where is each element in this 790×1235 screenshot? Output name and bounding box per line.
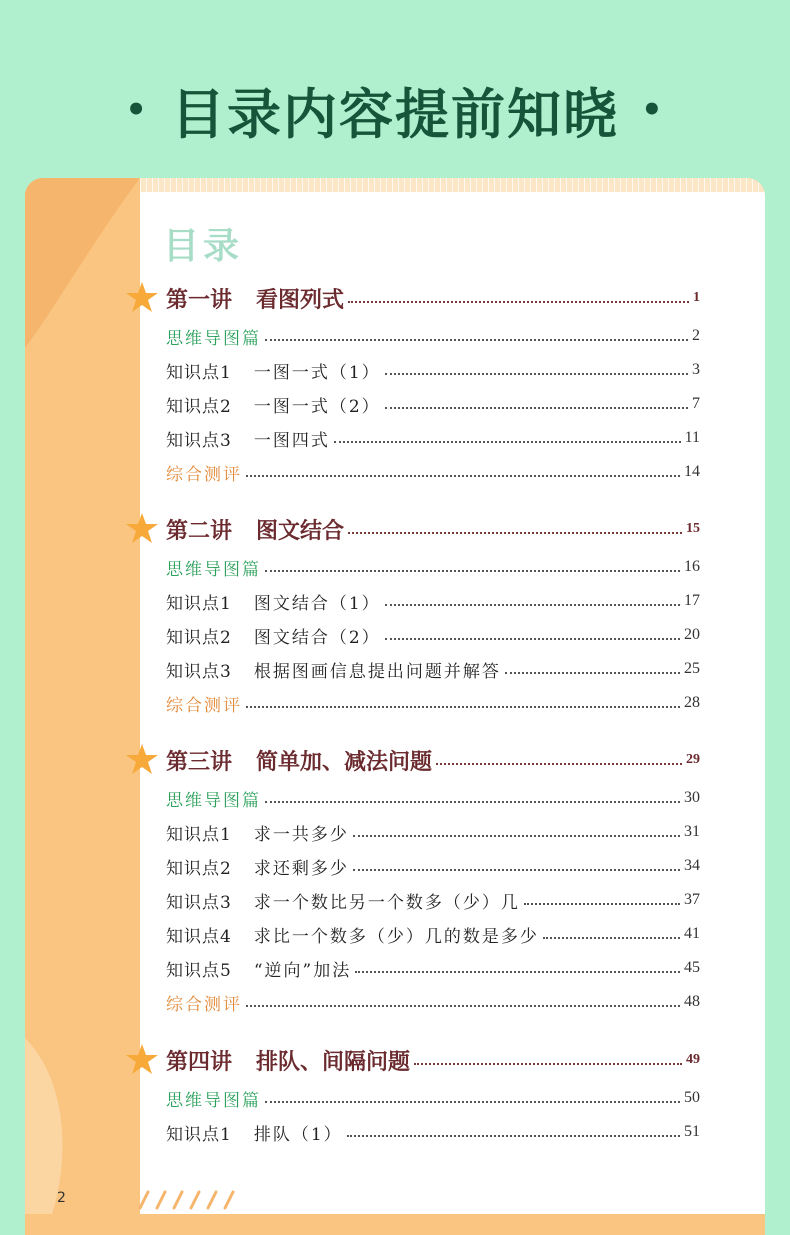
- chapter-title: [166, 1045, 410, 1076]
- chapter-row[interactable]: [166, 512, 700, 546]
- item-page: 30: [684, 789, 700, 806]
- knowledge-point-row[interactable]: [166, 851, 700, 881]
- item-name: 思维导图篇: [166, 328, 261, 349]
- page-bottom-band: [25, 1214, 765, 1235]
- item-page: 31: [684, 823, 700, 840]
- item-page: 37: [684, 891, 700, 908]
- page-number: 2: [57, 1190, 66, 1206]
- dot-leader: [385, 373, 688, 375]
- item-page: 51: [684, 1123, 700, 1140]
- knowledge-point-label: 知识点4: [166, 926, 232, 947]
- knowledge-point-label: 知识点2: [166, 627, 232, 648]
- item-name: 综合测评: [166, 464, 242, 485]
- dot-leader: [505, 672, 680, 674]
- chapter-row[interactable]: [166, 743, 700, 777]
- item-title: [166, 820, 349, 845]
- chapter-title: [166, 745, 432, 776]
- chapter-title: [166, 283, 344, 314]
- chapter-name: 图文结合: [256, 518, 345, 544]
- dot-leader: [265, 339, 688, 341]
- knowledge-point-row[interactable]: [166, 620, 700, 650]
- item-page: 16: [684, 558, 700, 575]
- knowledge-point-label: 知识点2: [166, 396, 232, 417]
- item-page: 14: [684, 463, 700, 480]
- item-name: 求一共多少: [253, 824, 349, 845]
- chapter-page: 29: [686, 752, 700, 767]
- knowledge-point-row[interactable]: [166, 919, 700, 949]
- item-title: [166, 922, 539, 947]
- item-name: “逆向”加法: [253, 960, 352, 981]
- star-icon: [125, 1043, 159, 1077]
- knowledge-point-row[interactable]: [166, 355, 700, 385]
- knowledge-point-row[interactable]: [166, 423, 700, 453]
- star-icon: [125, 281, 159, 315]
- footer-slashes-icon: [140, 1192, 233, 1208]
- knowledge-point-label: 知识点2: [166, 858, 232, 879]
- knowledge-point-row[interactable]: [166, 885, 700, 915]
- chapter-name: 排队、间隔问题: [256, 1049, 411, 1075]
- item-title: [166, 392, 381, 417]
- dot-leader: [246, 1005, 680, 1007]
- dot-leader: [334, 441, 681, 443]
- dot-leader: [353, 869, 680, 871]
- comprehensive-test-row[interactable]: [166, 688, 700, 718]
- item-page: 28: [684, 694, 700, 711]
- comprehensive-test-row[interactable]: [166, 457, 700, 487]
- dot-leader: [543, 937, 680, 939]
- item-name: 图文结合（1）: [253, 593, 381, 614]
- item-name: 综合测评: [166, 994, 242, 1015]
- item-page: 48: [684, 993, 700, 1010]
- item-name: 一图一式（2）: [253, 396, 381, 417]
- knowledge-point-row[interactable]: [166, 586, 700, 616]
- dot-leader: [265, 801, 680, 803]
- item-name: 求比一个数多（少）几的数是多少: [253, 926, 539, 947]
- knowledge-point-label: 知识点3: [166, 892, 232, 913]
- knowledge-point-label: 知识点1: [166, 362, 232, 383]
- toc-heading: 目录: [163, 226, 244, 267]
- item-title: [166, 657, 501, 682]
- item-page: 7: [692, 395, 700, 412]
- knowledge-point-row[interactable]: [166, 1117, 700, 1147]
- dot-leader: [436, 763, 682, 765]
- chapter-name: 简单加、减法问题: [256, 749, 433, 775]
- item-name: 思维导图篇: [166, 559, 261, 580]
- item-title: [166, 1120, 343, 1145]
- item-title: [166, 358, 381, 383]
- dot-leader: [414, 1063, 682, 1065]
- chapter-label: 第三讲: [166, 749, 233, 775]
- knowledge-point-label: 知识点3: [166, 661, 232, 682]
- star-icon: [125, 512, 159, 546]
- dot-leader: [348, 301, 689, 303]
- star-icon: [125, 743, 159, 777]
- mind-map-row[interactable]: [166, 552, 700, 582]
- item-name: 思维导图篇: [166, 790, 261, 811]
- dot-leader: [246, 475, 680, 477]
- chapter-row[interactable]: [166, 1043, 700, 1077]
- knowledge-point-label: 知识点1: [166, 1124, 232, 1145]
- item-page: 2: [692, 327, 700, 344]
- page-top-grid: [140, 178, 765, 192]
- knowledge-point-label: 知识点1: [166, 824, 232, 845]
- item-name: 一图四式: [253, 430, 330, 451]
- banner-title: [0, 60, 790, 160]
- dot-leader: [265, 570, 680, 572]
- dot-leader: [246, 706, 680, 708]
- item-title: [166, 426, 330, 451]
- chapter-page: 15: [686, 521, 700, 536]
- item-name: 求还剩多少: [253, 858, 349, 879]
- chapter-label: 第二讲: [166, 518, 233, 544]
- chapter-row[interactable]: [166, 281, 700, 315]
- item-name: 根据图画信息提出问题并解答: [253, 661, 501, 682]
- item-page: 11: [684, 429, 700, 446]
- knowledge-point-row[interactable]: [166, 654, 700, 684]
- comprehensive-test-row[interactable]: [166, 987, 700, 1017]
- item-name: 排队（1）: [253, 1124, 343, 1145]
- dot-leader: [524, 903, 680, 905]
- knowledge-point-label: 知识点3: [166, 430, 232, 451]
- chapter-name: 看图列式: [256, 287, 345, 313]
- item-name: 求一个数比另一个数多（少）几: [253, 892, 520, 913]
- chapter-title: [166, 514, 344, 545]
- chapter-label: 第四讲: [166, 1049, 233, 1075]
- item-title: [166, 956, 351, 981]
- item-page: 3: [692, 361, 700, 378]
- knowledge-point-row[interactable]: [166, 953, 700, 983]
- item-page: 41: [684, 925, 700, 942]
- item-page: 34: [684, 857, 700, 874]
- mind-map-row[interactable]: [166, 321, 700, 351]
- item-page: 20: [684, 626, 700, 643]
- item-title: [166, 888, 520, 913]
- knowledge-point-label: 知识点1: [166, 593, 232, 614]
- knowledge-point-label: 知识点5: [166, 960, 232, 981]
- dot-leader: [348, 532, 682, 534]
- footer-circle-icon: [101, 1188, 125, 1212]
- item-name: 图文结合（2）: [253, 627, 381, 648]
- banner-text: 目录内容提前知晓: [171, 82, 619, 146]
- item-page: 17: [684, 592, 700, 609]
- chapter-page: 1: [693, 290, 700, 305]
- bullet-dot-icon: •: [125, 90, 149, 130]
- item-title: [166, 854, 349, 879]
- knowledge-point-row[interactable]: [166, 389, 700, 419]
- item-title: [166, 623, 381, 648]
- dot-leader: [355, 971, 680, 973]
- knowledge-point-row[interactable]: [166, 817, 700, 847]
- dot-leader: [347, 1135, 680, 1137]
- dot-leader: [385, 407, 688, 409]
- chapter-page: 49: [686, 1052, 700, 1067]
- mind-map-row[interactable]: [166, 783, 700, 813]
- item-name: 综合测评: [166, 695, 242, 716]
- item-title: [166, 589, 381, 614]
- item-name: 一图一式（1）: [253, 362, 381, 383]
- bullet-dot-icon: •: [641, 90, 665, 130]
- dot-leader: [385, 604, 680, 606]
- dot-leader: [385, 638, 680, 640]
- item-name: 思维导图篇: [166, 1090, 261, 1111]
- footer-decoration: [100, 1186, 250, 1214]
- dot-leader: [353, 835, 680, 837]
- mind-map-row[interactable]: [166, 1083, 700, 1113]
- dot-leader: [265, 1101, 680, 1103]
- chapter-label: 第一讲: [166, 287, 233, 313]
- item-page: 25: [684, 660, 700, 677]
- item-page: 50: [684, 1089, 700, 1106]
- item-page: 45: [684, 959, 700, 976]
